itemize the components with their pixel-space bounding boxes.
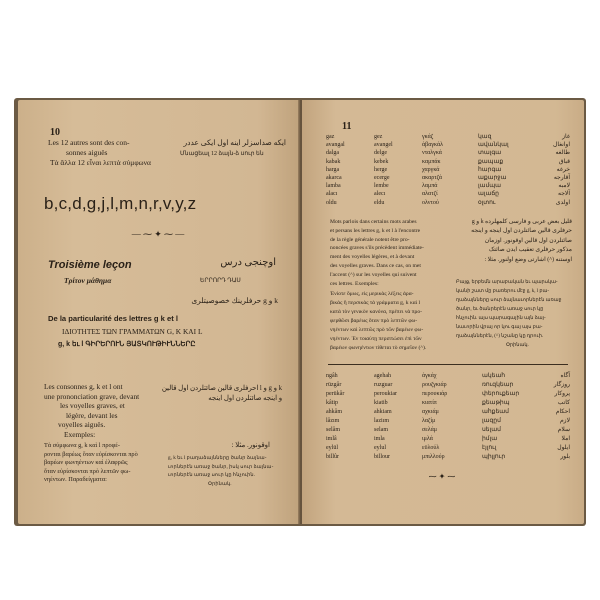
table-cell: տալգա	[478, 150, 502, 157]
table-cell: νταλγκά	[422, 150, 442, 157]
text-line: νηέντων. Ἐν τοιαύτῃ περιπτώσει ἐπὶ τῶν	[330, 336, 422, 342]
table-cell: χαργκά	[422, 166, 440, 173]
left-page	[18, 100, 300, 524]
table-cell: հարգա	[478, 166, 502, 173]
text-line: Les 12 autres sont des con-	[48, 138, 130, 147]
table-cell: ecerge	[374, 175, 390, 182]
table-cell: ալաճը	[478, 191, 499, 198]
text-line: Τὰ σύμφωνα g, k καὶ l προφέ-	[44, 442, 120, 449]
table-cell: perükâr	[326, 391, 345, 397]
text-line: ὅταν εὑρίσκονται πρὸ λεπτῶν φω-	[44, 467, 131, 475]
text-line: noncées graves s'ils précèdent immédiate-	[330, 245, 424, 252]
table-cell: αλατζί	[422, 191, 438, 198]
open-book	[14, 98, 586, 526]
text-line: مذکور حرفلری تعقیب ایدن صائتک	[488, 247, 572, 254]
table-cell: خرغه	[556, 166, 570, 173]
text-line: Օրինակ.	[506, 343, 529, 348]
table-cell: selam	[374, 427, 388, 433]
table-cell: laziım	[374, 418, 389, 424]
text-line: Օրինակ.	[208, 480, 232, 487]
text-line: اوستنه (^) اشارتی وضع اولنور. مثلا :	[484, 256, 572, 263]
particularity-heading-armenian: g, k եւ l ԳԻՐԵՐՈՒՆ ՅԱՏԿՈՒԹԻՒՆՆԵՐԸ	[58, 341, 196, 348]
text-line: et persans les lettres g, k et l à l'encontre	[330, 227, 421, 234]
intro-greek: Τὰ ἄλλα 12 εἶναι λεπτὰ σύμφωνα	[50, 158, 151, 167]
table2-greek	[422, 372, 470, 462]
table-cell: ακαρτζά	[422, 175, 443, 182]
text-line: ծանր, եւ ծանրերէն առաջ սուր կը	[456, 307, 544, 312]
text-line: les voyelles graves, et	[60, 401, 125, 411]
table-cell: ավանկալ	[478, 142, 509, 149]
table1-greek	[422, 133, 466, 207]
table-cell: ակեահ	[482, 373, 506, 379]
table-cell: احکام	[555, 409, 570, 415]
table-cell: ահքեամ	[482, 409, 509, 415]
table-cell: γκάζ	[422, 134, 434, 140]
table-cell: آگاه	[560, 373, 570, 379]
table-cell: կազ	[478, 134, 492, 140]
text-line: ղաձայններէն, (^) նշանը կը դրուի.	[456, 334, 544, 339]
text-line: νηέντων καὶ λεπτῶς πρὸ τῶν βαρέων φω-	[330, 327, 424, 333]
table2-armenian	[482, 372, 530, 462]
table-cell: اولدی	[555, 199, 570, 206]
right-page-number: 11	[342, 121, 352, 132]
text-line: g, k եւ l բաղաձայնները ծանր ձայնա-	[168, 455, 267, 461]
consonants-greek	[44, 442, 166, 485]
table-cell: آقارجه	[553, 175, 570, 182]
table-cell: lembe	[374, 183, 389, 190]
table-cell: akarca	[326, 175, 342, 182]
table-cell: سلام	[557, 427, 570, 433]
table1-turkish-latin	[326, 133, 364, 207]
table-cell: λαζίμ	[422, 418, 436, 424]
table-cell: ngâh	[326, 373, 338, 379]
text-line: Ἐνίοτε ὅμως, εἰς μερικὰς λέξεις ἀρα-	[330, 291, 414, 297]
text-line: des voyelles graves. Dans ce cas, on met	[330, 262, 421, 269]
table-cell: eldu	[374, 199, 385, 206]
text-line: Բայց, երբեմն արաբական եւ պարսկա-	[456, 280, 558, 285]
table-cell: ایلول	[557, 445, 570, 451]
table-cell: ruzguar	[374, 382, 393, 388]
table-cell: kabak	[326, 158, 341, 165]
table-divider-top	[328, 364, 568, 365]
consonant-letters: b,c,d,g,j,l,m,n,r,v,y,z	[44, 194, 197, 213]
table-cell: kebek	[374, 158, 389, 165]
table-cell: փերուքեար	[482, 391, 520, 397]
table-cell: kâtip	[326, 400, 338, 406]
table-cell: ιμλά	[422, 436, 433, 442]
table-cell: herge	[374, 166, 388, 173]
table-cell: imla	[374, 436, 385, 442]
table-cell: իմլա	[482, 436, 498, 442]
table1-french	[374, 133, 414, 207]
table-cell: اوانغال	[553, 142, 570, 149]
text-line: ղաձայնները սուր ձայնաւորներէն առաջ	[456, 298, 562, 303]
table-cell: طالغه	[555, 150, 570, 157]
table-cell: بلور	[560, 454, 570, 460]
table-cell: պիլլուր	[482, 454, 506, 460]
text-line: βαρέων φωνηέντων καὶ ἐλαφρῶς	[44, 459, 128, 467]
table-cell: αχκιάμ	[422, 409, 439, 415]
particularity-heading-greek: ΙΔΙΟΤΗΤΕΣ ΤΩΝ ΓΡΑΜΜΑΤΩΝ G, K ΚΑΙ L	[62, 327, 203, 336]
table-cell: avangel	[374, 142, 393, 149]
table-cell: օլտու	[478, 199, 496, 206]
table-cell: σελάμ	[422, 427, 438, 433]
table-cell: καμπάκ	[422, 158, 441, 165]
table-cell: billour	[374, 454, 390, 460]
text-line: voyelles aiguës.	[58, 420, 106, 430]
text-line: νηέντων. Παραδείγματα:	[44, 476, 107, 484]
text-line: βικὰς ἢ περσικὰς τὰ γράμματα g, k καὶ l	[330, 300, 421, 306]
table-cell: ahkiam	[374, 409, 392, 415]
table1-armenian	[478, 133, 526, 207]
text-line: une prononciation grave, devant	[44, 391, 140, 401]
table-cell: selâm	[326, 427, 340, 433]
table-cell: kiatib	[374, 400, 388, 406]
table-cell: սելամ	[482, 427, 501, 433]
text-line: قلیل بعض عربی و فارسی کلمهلرده k و g	[471, 219, 572, 225]
lesson-title-french: Troisième leçon	[48, 259, 132, 271]
text-line: κατὰ τὸν γενικὸν κανόνα, πρέπει νὰ προ-	[330, 309, 423, 315]
table-cell: billûr	[326, 454, 339, 460]
table-cell: μπιλλούρ	[422, 454, 445, 460]
table-cell: آلاجه	[557, 191, 570, 198]
intro-french	[48, 138, 188, 168]
table-cell: rüzgâr	[326, 382, 342, 388]
table-cell: کاتب	[557, 400, 570, 406]
rule-exception-turkish	[454, 218, 572, 265]
table-cell: ռուզկեար	[482, 382, 514, 388]
text-line: ment des voyelles légères, et à devant	[330, 254, 415, 261]
table-cell: λαμπά	[422, 183, 438, 190]
table-cell: աքարջա	[478, 175, 507, 182]
text-line: de la règle générale notent être pro-	[330, 236, 410, 243]
text-line: կանի շատ մը բառերու մէջ g, k, l բա-	[456, 289, 550, 294]
table-cell: قباق	[558, 158, 570, 165]
table-cell: dalga	[326, 150, 339, 157]
table-cell: άβαγκάλ	[422, 142, 444, 149]
text-line: βαρέων φωνηέντων τίθεται τὸ σημεῖον (^).	[330, 345, 427, 351]
intro-armenian: Մնացեալ 12 ձայն-ձ սուր են	[180, 151, 264, 157]
text-line: ւորներէն առաջ սուր կը հնչուին.	[168, 472, 255, 479]
text-line: حرفلری قالین صائتلردن اول اینجه و اینجه	[471, 228, 572, 235]
table-cell: avangal	[326, 142, 345, 149]
table-cell: լամպա	[478, 183, 501, 190]
ornament-divider-bottom: ⁓ ✦ ⁓	[428, 472, 456, 481]
text-line: k و g و l احرفلری قالین صائتلردن اول قالین	[161, 385, 282, 392]
table-cell: էյլուլ	[482, 445, 497, 451]
table-cell: eylul	[374, 445, 386, 451]
ornament-divider: — ⁓ ✦ ⁓ —	[131, 229, 185, 239]
table-cell: lamba	[326, 183, 341, 190]
rule-exception-greek	[330, 290, 454, 353]
text-line: Mots parlois dans certains mots arabes	[330, 219, 417, 225]
table-cell: لازم	[559, 418, 570, 424]
text-line: و اینجه صائتلردن اول اینجه	[208, 395, 282, 402]
table-cell: imlâ	[326, 436, 337, 442]
text-line: հնչուին. այս պարագային այն ձայ-	[456, 316, 546, 321]
table-cell: پروكار	[554, 391, 570, 397]
rule-exception-armenian	[456, 278, 574, 350]
text-line: l'accent (^) sur les voyelles qui suivent	[330, 271, 417, 278]
table-cell: gaz	[326, 134, 335, 140]
left-page-number: 10	[50, 127, 60, 138]
table-cell: ολντού	[422, 199, 439, 206]
lesson-title-greek: Τρίτον μάθημα	[64, 276, 112, 285]
table-cell: ahkâm	[326, 409, 342, 415]
particularity-heading-french: De la particularité des lettres g k et l	[48, 314, 178, 323]
table-cell: κιατίπ	[422, 400, 437, 406]
text-line: Exemples:	[64, 429, 96, 439]
text-line: φερθῶσι βαρέως ὅταν πρὸ λεπτῶν φω-	[330, 318, 418, 324]
consonants-french	[44, 382, 174, 440]
right-page	[302, 100, 584, 524]
table-cell: غاز	[562, 134, 570, 140]
table-cell: άγκάχ	[422, 373, 437, 379]
table-cell: روزگار	[553, 382, 570, 388]
consonants-armenian	[168, 454, 286, 488]
table-cell: لامبه	[558, 183, 570, 190]
text-line: ρονται βαρέως ὅταν εὑρίσκονται πρὸ	[44, 450, 138, 458]
table1-ottoman	[530, 133, 570, 207]
table-cell: gez	[374, 134, 383, 140]
table2-ottoman	[532, 372, 570, 462]
table-cell: ρουζγκιάρ	[422, 382, 447, 388]
table-cell: περουκιάρ	[422, 391, 448, 397]
text-line: صائتلردن اول قالین اوقونور. اوزمان	[484, 237, 572, 244]
table-cell: lâzım	[326, 418, 340, 424]
table-cell: eylül	[326, 445, 338, 451]
table-cell: املا	[561, 436, 570, 442]
table-cell: alecı	[374, 191, 386, 198]
lesson-title-armenian: ԵՐՐՈՐԴ ԴԱՍ	[200, 278, 241, 284]
table-cell: peroukiar	[374, 391, 397, 397]
text-line: Les consonnes g, k et l ont	[44, 382, 123, 391]
table-cell: delge	[374, 150, 387, 157]
intro-turkish: ایکه صداسزلر اینه اول ایکی عددر	[183, 138, 286, 147]
consonants-turkish	[161, 384, 282, 404]
table-cell: agehah	[374, 373, 391, 379]
text-line: ւորներէն առաջ ծանր, իսկ սուր ձայնա-	[168, 463, 274, 470]
table-cell: լազըմ	[482, 418, 501, 424]
table-cell: alacı	[326, 191, 338, 198]
table2-french	[374, 372, 416, 462]
example-turkish: اوقونور. مثلا :	[231, 441, 270, 449]
table-cell: oldu	[326, 199, 337, 206]
table-cell: քեաթիպ	[482, 400, 510, 406]
text-line: légère, devant les	[66, 410, 118, 420]
text-line: նաւորին վրայ որ կու գայ այս բա-	[456, 325, 543, 330]
table-cell: εϋλούλ	[422, 445, 440, 451]
lesson-title-turkish: اوچنجی درس	[220, 257, 276, 268]
rule-exception-french	[330, 218, 454, 288]
table2-turkish-latin	[326, 372, 364, 462]
table-cell: քապաք	[478, 158, 504, 165]
kg-heading-turkish: k و g حرفلرینك خصوصیتلری	[191, 296, 278, 305]
table-cell: harga	[326, 166, 340, 173]
text-line: ces lettres. Exemples:	[330, 280, 379, 287]
text-line: sonnes aiguës	[66, 148, 108, 157]
